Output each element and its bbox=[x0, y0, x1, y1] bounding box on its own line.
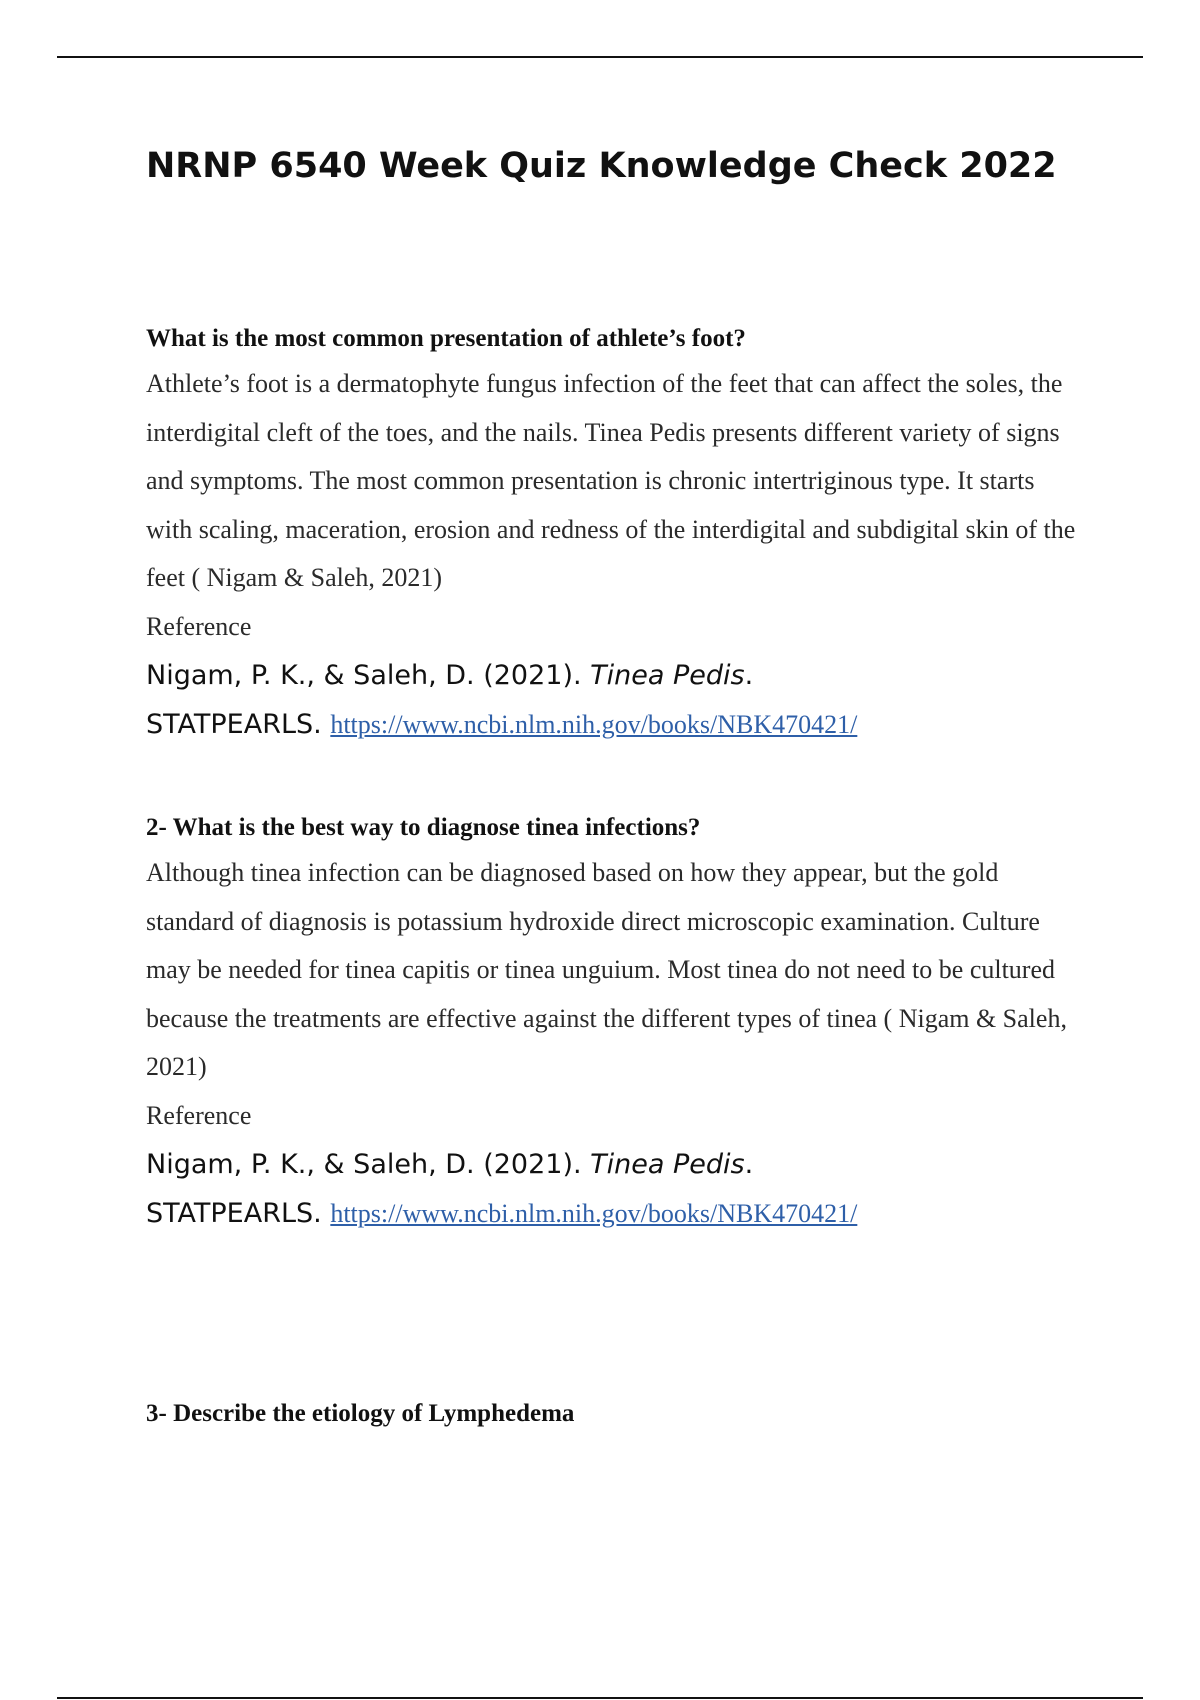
question-heading: 3- Describe the etiology of Lymphedema bbox=[146, 1400, 575, 1427]
reference-citation bbox=[146, 1140, 1086, 1238]
citation-publisher: STATPEARLS. bbox=[146, 1197, 331, 1229]
question-heading: 2- What is the best way to diagnose tinea infections? bbox=[146, 814, 701, 841]
citation-work-suffix: . bbox=[744, 1148, 754, 1180]
top-divider bbox=[57, 56, 1143, 58]
citation-authors: Nigam, P. K., & Saleh, D. (2021). bbox=[146, 1148, 591, 1180]
reference-label: Reference bbox=[146, 611, 252, 641]
citation-work-title: Tinea Pedis bbox=[590, 1148, 745, 1180]
question-heading: What is the most common presentation of athlete’s foot? bbox=[146, 325, 746, 352]
question-section-1 bbox=[146, 318, 1086, 749]
question-section-2 bbox=[146, 807, 1086, 1238]
citation-work-suffix: . bbox=[744, 659, 754, 691]
citation-link[interactable]: https://www.ncbi.nlm.nih.gov/books/NBK470421/ bbox=[330, 1198, 858, 1228]
citation-publisher: STATPEARLS. bbox=[146, 708, 331, 740]
citation-authors: Nigam, P. K., & Saleh, D. (2021). bbox=[146, 659, 591, 691]
bottom-divider bbox=[57, 1697, 1143, 1699]
answer-text: Athlete’s foot is a dermatophyte fungus infection of the feet that can affect the soles, the interdigital cleft of the toes, and the nails. Tinea Pedis presents different variety of signs and symptoms. The most common presentation is chronic intertriginous type. It starts with scaling, maceration, erosion and redness of the interdigital and subdigital skin of the feet ( Nigam & Saleh, 2021) bbox=[146, 369, 1076, 593]
reference-citation bbox=[146, 651, 1086, 749]
citation-work-title: Tinea Pedis bbox=[590, 659, 745, 691]
question-section-3 bbox=[146, 1393, 1086, 1435]
document-title: NRNP 6540 Week Quiz Knowledge Check 2022 bbox=[146, 146, 1057, 186]
citation-link[interactable]: https://www.ncbi.nlm.nih.gov/books/NBK470421/ bbox=[330, 709, 858, 739]
reference-label: Reference bbox=[146, 1100, 252, 1130]
answer-text: Although tinea infection can be diagnosed based on how they appear, but the gold standard of diagnosis is potassium hydroxide direct microscopic examination. Culture may be needed for tinea capitis or tinea unguium. Most tinea do not need to be cultured because the treatments are effective against the different types of tinea ( Nigam & Saleh, 2021) bbox=[146, 858, 1067, 1082]
